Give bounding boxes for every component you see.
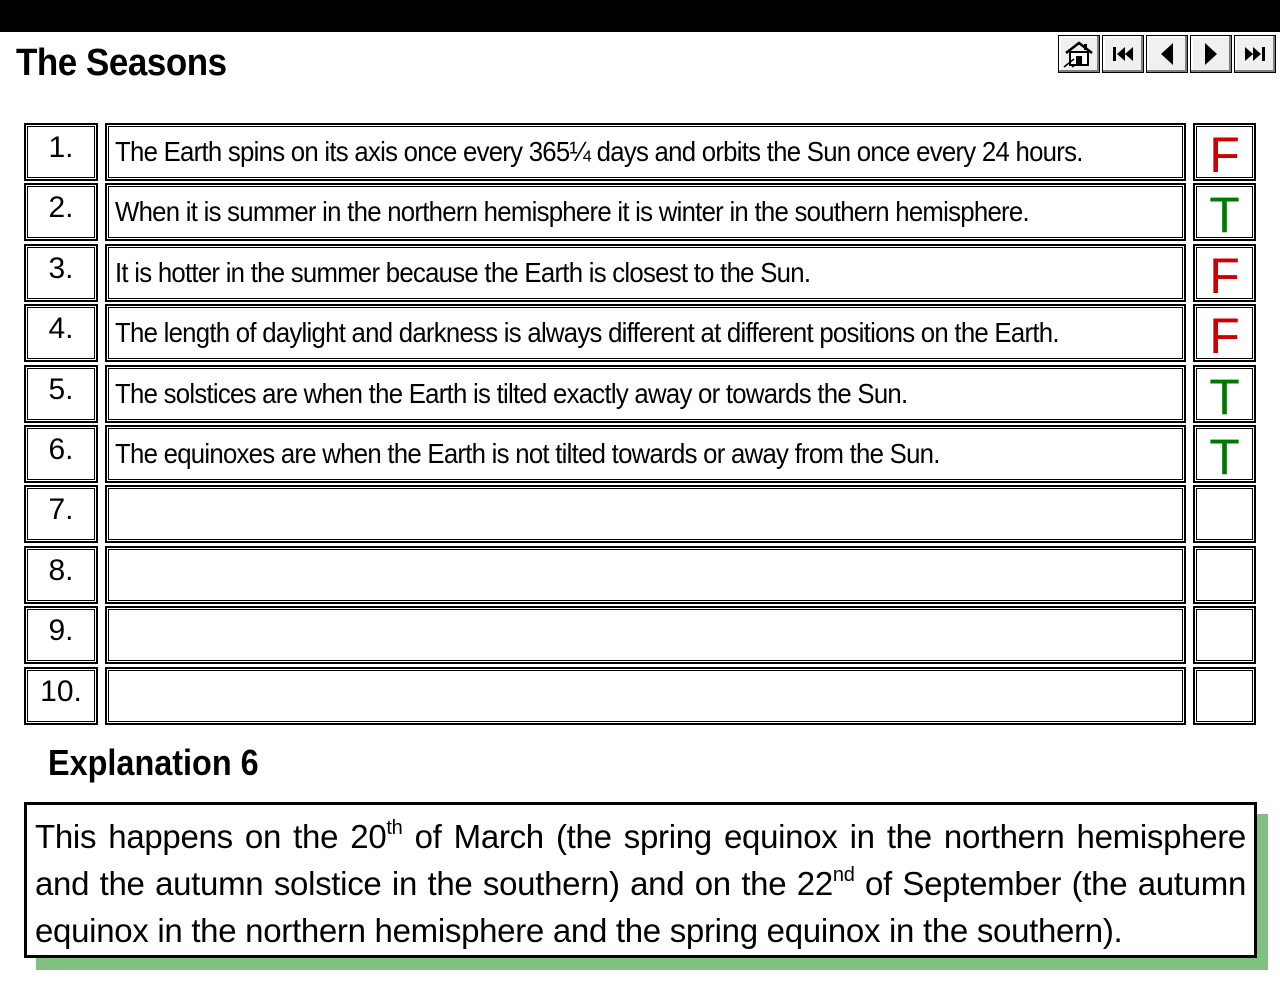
- row-number: [24, 183, 98, 241]
- row-number-label: 10.: [40, 675, 82, 708]
- answer-cell[interactable]: [1193, 667, 1256, 725]
- statement-cell[interactable]: [105, 123, 1186, 181]
- statement-cell[interactable]: [105, 425, 1186, 483]
- statement-text: The equinoxes are when the Earth is not tilted towards or away from the Sun.: [115, 438, 940, 469]
- statement-cell[interactable]: [105, 606, 1186, 664]
- row-number-label: 9.: [48, 614, 74, 647]
- row-number: [24, 485, 98, 543]
- row-number-label: 2.: [48, 191, 74, 224]
- triangle-left-icon: [1157, 41, 1177, 67]
- explanation-text: This happens on the 20: [35, 818, 387, 855]
- home-button[interactable]: [1058, 35, 1100, 73]
- explanation-superscript: th: [386, 817, 403, 839]
- statement-text: When it is summer in the northern hemisphere it is winter in the southern hemisphere.: [115, 196, 1029, 227]
- row-number-label: 5.: [48, 373, 74, 406]
- top-bar: [0, 0, 1280, 32]
- slide-navigation: [1058, 35, 1278, 75]
- row-number: [24, 123, 98, 181]
- statement-cell[interactable]: [105, 485, 1186, 543]
- answer-cell[interactable]: T: [1193, 183, 1256, 241]
- answer-cell[interactable]: F: [1193, 304, 1256, 362]
- home-icon: [1062, 39, 1096, 69]
- first-slide-button[interactable]: [1102, 35, 1144, 73]
- page-title: The Seasons: [16, 42, 227, 84]
- row-number-label: 4.: [48, 312, 74, 345]
- statement-cell[interactable]: [105, 304, 1186, 362]
- statement-cell[interactable]: [105, 244, 1186, 302]
- row-number-label: 6.: [48, 433, 74, 466]
- answer-cell[interactable]: F: [1193, 123, 1256, 181]
- row-number-label: 1.: [48, 131, 74, 164]
- answer-cell[interactable]: [1193, 485, 1256, 543]
- answer-cell[interactable]: [1193, 546, 1256, 604]
- explanation-box: [24, 802, 1257, 958]
- row-number: [24, 667, 98, 725]
- answer-cell[interactable]: F: [1193, 244, 1256, 302]
- statement-text: The length of daylight and darkness is always different at different positions on the Earth.: [115, 317, 1059, 348]
- statement-cell[interactable]: [105, 183, 1186, 241]
- answer-cell[interactable]: T: [1193, 425, 1256, 483]
- explanation-heading: Explanation 6: [48, 742, 259, 783]
- row-number: [24, 425, 98, 483]
- explanation-superscript: nd: [832, 864, 855, 886]
- row-number-label: 8.: [48, 554, 74, 587]
- row-number: [24, 304, 98, 362]
- skip-first-icon: [1111, 44, 1135, 64]
- next-slide-button[interactable]: [1190, 35, 1232, 73]
- row-number: [24, 365, 98, 423]
- row-number: [24, 244, 98, 302]
- explanation-text: of September (the autumn equinox in the northern hemisphere and the spring equinox in the southern).: [35, 865, 1246, 949]
- answer-cell[interactable]: T: [1193, 365, 1256, 423]
- triangle-right-icon: [1201, 41, 1221, 67]
- statement-cell[interactable]: [105, 365, 1186, 423]
- last-slide-button[interactable]: [1234, 35, 1276, 73]
- row-number: [24, 606, 98, 664]
- row-number-label: 3.: [48, 252, 74, 285]
- explanation-text: of March (the spring equinox in the northern hemisphere and the autumn solstice in the southern) and on the 22: [35, 818, 1246, 902]
- row-number: [24, 546, 98, 604]
- statement-cell[interactable]: [105, 667, 1186, 725]
- answer-cell[interactable]: [1193, 606, 1256, 664]
- statement-text: The Earth spins on its axis once every 365¼ days and orbits the Sun once every 24 hours.: [115, 136, 1083, 167]
- row-number-label: 7.: [48, 493, 74, 526]
- statement-text: The solstices are when the Earth is tilted exactly away or towards the Sun.: [115, 378, 908, 409]
- previous-slide-button[interactable]: [1146, 35, 1188, 73]
- statement-cell[interactable]: [105, 546, 1186, 604]
- statement-text: It is hotter in the summer because the Earth is closest to the Sun.: [115, 257, 811, 288]
- skip-last-icon: [1243, 44, 1267, 64]
